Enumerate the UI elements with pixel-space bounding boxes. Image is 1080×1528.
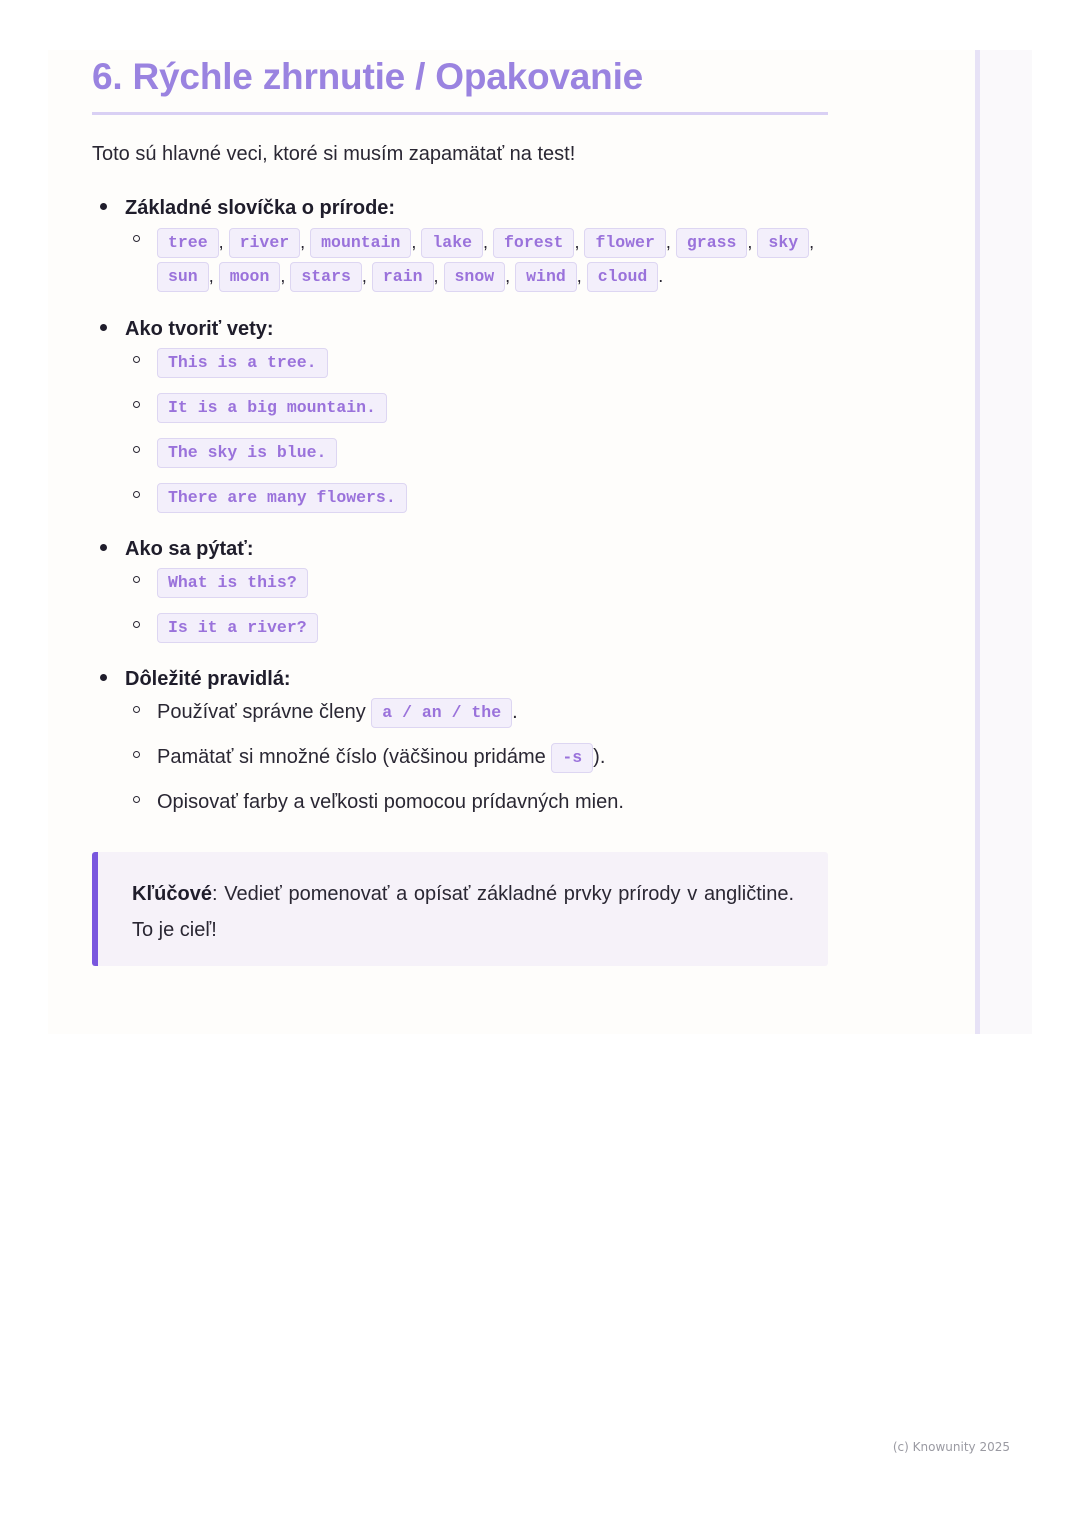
circle-bullet-icon [133,446,140,453]
vocabulary-word: rain [372,262,434,292]
word-separator: , [483,232,494,252]
sentence-list [125,346,828,513]
word-separator: , [576,266,587,286]
question-list [125,566,828,643]
word-separator: , [208,266,219,286]
vocabulary-item [125,225,828,293]
intro-text: Toto sú hlavné veci, ktoré si musím zapamätať na test! [92,143,576,165]
word-separator: , [280,266,291,286]
rule-item [125,741,828,773]
key-callout [92,852,828,966]
rule-item [125,696,828,728]
word-separator: , [574,232,585,252]
vocabulary-word: moon [219,262,281,292]
summary-list [92,195,828,818]
page-title: 6. Rýchle zhrnutie / Opakovanie [92,56,644,97]
vocabulary-word: sun [157,262,209,292]
word-separator: , [218,232,229,252]
sentence-item [125,436,828,468]
callout-label: Kľúčové [132,883,212,905]
section-vocabulary [92,195,828,293]
section-rules [92,666,828,818]
vocabulary-word: lake [421,228,483,258]
bullet-icon [100,544,107,551]
sentence-item [125,391,828,423]
vocabulary-word: stars [290,262,362,292]
word-separator: , [747,232,758,252]
rule-text-end: ). [593,746,606,768]
vocabulary-word: cloud [587,262,659,292]
word-separator: , [300,232,311,252]
circle-bullet-icon [133,706,140,713]
word-separator: , [809,232,815,252]
bullet-icon [100,324,107,331]
word-separator: , [665,232,676,252]
vocabulary-word: mountain [310,228,411,258]
code-snippet: The sky is blue. [157,438,337,468]
vocabulary-word: wind [515,262,577,292]
circle-bullet-icon [133,491,140,498]
question-item [125,566,828,598]
code-snippet: What is this? [157,568,308,598]
question-item [125,611,828,643]
vocabulary-word: snow [444,262,506,292]
circle-bullet-icon [133,576,140,583]
rule-text: Používať správne členy [157,701,372,723]
vocabulary-word: sky [757,228,809,258]
word-separator: , [505,266,516,286]
vocabulary-word: flower [584,228,665,258]
code-snippet: It is a big mountain. [157,393,387,423]
footer-copyright: (c) Knowunity 2025 [892,1440,1010,1454]
circle-bullet-icon [133,401,140,408]
code-snippet: There are many flowers. [157,483,407,513]
rule-list [125,696,828,818]
circle-bullet-icon [133,796,140,803]
word-separator: , [411,232,422,252]
section-heading: Základné slovíčka o prírode: [125,197,396,219]
section-heading: Ako tvoriť vety: [125,318,274,340]
word-separator: . [658,266,664,286]
content [92,50,828,841]
word-separator: , [361,266,372,286]
code-snippet: -s [551,743,593,773]
sentence-item [125,481,828,513]
vocabulary-word: river [229,228,301,258]
code-snippet: This is a tree. [157,348,328,378]
callout-colon: : [211,883,218,905]
right-rail-fill [980,50,1032,1034]
vocabulary-word: forest [493,228,574,258]
vocabulary-list [125,225,828,293]
section-heading: Ako sa pýtať: [125,538,254,560]
code-snippet: Is it a river? [157,613,318,643]
section-sentences [92,316,828,513]
circle-bullet-icon [133,235,140,242]
bullet-icon [100,203,107,210]
section-heading: Dôležité pravidlá: [125,668,291,690]
rule-item [125,786,828,818]
sentence-item [125,346,828,378]
rule-text: Opisovať farby a veľkosti pomocou prídavných mien. [157,791,624,813]
section-questions [92,536,828,643]
code-snippet: a / an / the [371,698,512,728]
vocabulary-words [157,225,828,293]
word-separator: , [433,266,444,286]
vocabulary-word: tree [157,228,219,258]
rule-text: Pamätať si množné číslo (väčšinou pridáme [157,746,552,768]
bullet-icon [100,674,107,681]
rule-text-end: . [512,701,518,723]
callout-text: Vedieť pomenovať a opísať základné prvky prírody v angličtine. To je cieľ! [132,883,794,941]
vocabulary-word: grass [676,228,748,258]
circle-bullet-icon [133,751,140,758]
title-divider [92,112,828,115]
circle-bullet-icon [133,356,140,363]
circle-bullet-icon [133,621,140,628]
